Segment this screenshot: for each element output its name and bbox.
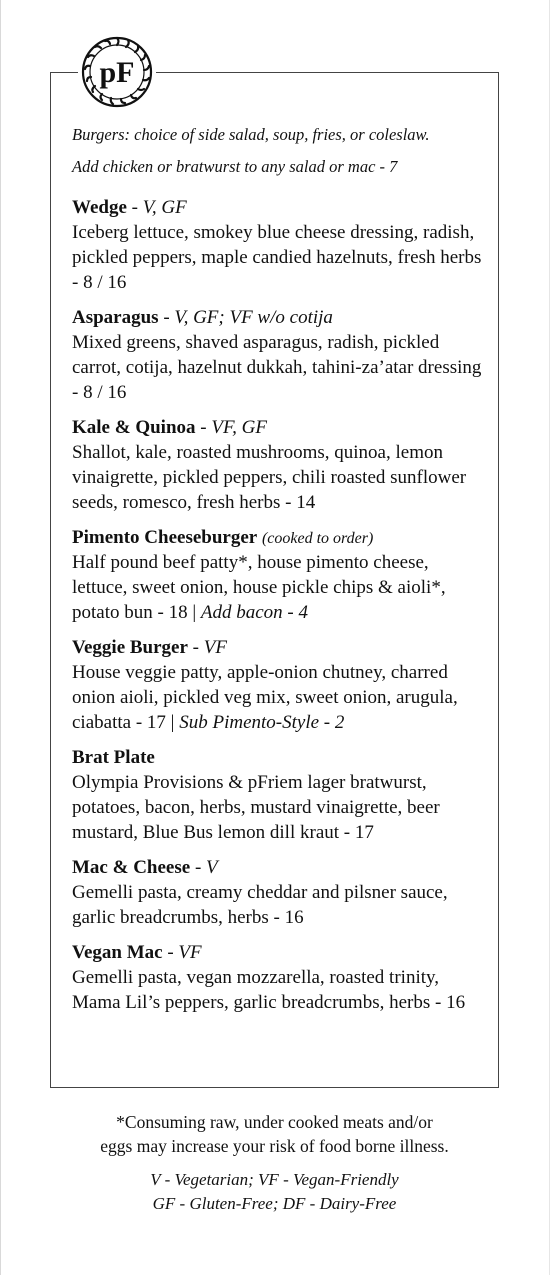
- item-name: Vegan Mac: [72, 942, 163, 963]
- item-description: [72, 550, 487, 625]
- intro-line: Add chicken or bratwurst to any salad or mac - 7: [72, 156, 398, 176]
- intro-line: Burgers: choice of side salad, soup, fries, or coleslaw.: [72, 124, 430, 144]
- pfriem-logo-icon: [78, 33, 156, 111]
- item-price: - 16: [268, 907, 304, 928]
- legend-line: V - Vegetarian; VF - Vegan-Friendly: [150, 1170, 399, 1189]
- item-separator: -: [162, 942, 179, 963]
- disclaimer-line: eggs may increase your risk of food borne illness.: [100, 1136, 449, 1156]
- item-note: (cooked to order): [261, 530, 374, 547]
- item-name: Wedge: [72, 197, 127, 218]
- item-name: Mac & Cheese: [72, 857, 191, 878]
- item-price: - 14: [280, 492, 316, 513]
- menu-item-vegan-mac: [72, 940, 487, 1015]
- page-edge: [0, 0, 1, 1275]
- item-desc-text: Half pound beef patty*, house pimento cheese, lettuce, sweet onion, house pickle chips & aioli*, potato bun: [72, 552, 446, 623]
- menu-item-wedge: [72, 195, 487, 295]
- item-desc-text: Gemelli pasta, creamy cheddar and pilsner sauce, garlic breadcrumbs, herbs: [72, 882, 448, 928]
- menu-item-veggie-burger: [72, 635, 487, 735]
- item-tags: VF: [203, 637, 227, 658]
- item-desc-text: Olympia Provisions & pFriem lager bratwurst, potatoes, bacon, herbs, mustard vinaigrette, beer mustard, Blue Bus lemon dill kraut: [72, 772, 440, 843]
- item-desc-text: Gemelli pasta, vegan mozzarella, roasted trinity, Mama Lil’s peppers, garlic breadcrumbs, herbs: [72, 967, 440, 1013]
- item-tags: VF: [178, 942, 202, 963]
- disclaimer: [50, 1110, 499, 1158]
- item-tags: VF, GF: [211, 417, 267, 438]
- item-separator: -: [158, 307, 175, 328]
- item-desc-text: Mixed greens, shaved asparagus, radish, pickled carrot, cotija, hazelnut dukkah, tahini-za’atar dressing: [72, 332, 482, 378]
- menu-item-brat-plate: [72, 745, 487, 845]
- item-desc-text: Iceberg lettuce, smokey blue cheese dressing, radish, pickled peppers, maple candied hazelnuts, fresh herbs: [72, 222, 482, 268]
- item-price: - 18 |: [152, 602, 201, 623]
- item-tags: V: [206, 857, 218, 878]
- legend-line: GF - Gluten-Free; DF - Dairy-Free: [152, 1194, 397, 1213]
- logo-text: pF: [99, 56, 135, 89]
- item-description: [72, 660, 487, 735]
- menu-item-asparagus: [72, 305, 487, 405]
- menu-item-mac-cheese: [72, 855, 487, 930]
- item-description: [72, 220, 487, 295]
- item-name: Veggie Burger: [72, 637, 188, 658]
- item-description: [72, 965, 487, 1015]
- item-price: - 17 |: [131, 712, 180, 733]
- item-price: - 8 / 16: [72, 382, 127, 403]
- item-name: Asparagus: [72, 307, 159, 328]
- item-name: Brat Plate: [72, 747, 155, 768]
- item-separator: -: [126, 197, 143, 218]
- item-description: [72, 770, 487, 845]
- item-desc-text: Shallot, kale, roasted mushrooms, quinoa, lemon vinaigrette, pickled peppers, chili roasted sunflower seeds, romesco, fresh herbs: [72, 442, 467, 513]
- item-addon: Sub Pimento-Style - 2: [179, 712, 345, 733]
- item-separator: -: [187, 637, 204, 658]
- item-description: [72, 330, 487, 405]
- menu-content: [72, 118, 487, 1015]
- item-tags: V, GF: [142, 197, 187, 218]
- item-addon: Add bacon - 4: [200, 602, 309, 623]
- disclaimer-line: *Consuming raw, under cooked meats and/or: [116, 1112, 433, 1132]
- item-separator: -: [195, 417, 212, 438]
- item-desc-text: House veggie patty, apple-onion chutney, charred onion aioli, pickled veg mix, sweet onion, arugula, ciabatta: [72, 662, 458, 733]
- item-name: Pimento Cheeseburger: [72, 527, 258, 548]
- item-description: [72, 440, 487, 515]
- menu-item-kale-quinoa: [72, 415, 487, 515]
- item-description: [72, 880, 487, 930]
- item-price: - 16: [430, 992, 466, 1013]
- item-tags: V, GF; VF w/o cotija: [174, 307, 333, 328]
- menu-footer: [50, 1110, 499, 1216]
- menu-item-pimento-cheeseburger: [72, 525, 487, 625]
- diet-legend: [50, 1168, 499, 1216]
- item-name: Kale & Quinoa: [72, 417, 196, 438]
- item-separator: -: [190, 857, 207, 878]
- item-price: - 17: [339, 822, 374, 843]
- item-price: - 8 / 16: [72, 272, 127, 293]
